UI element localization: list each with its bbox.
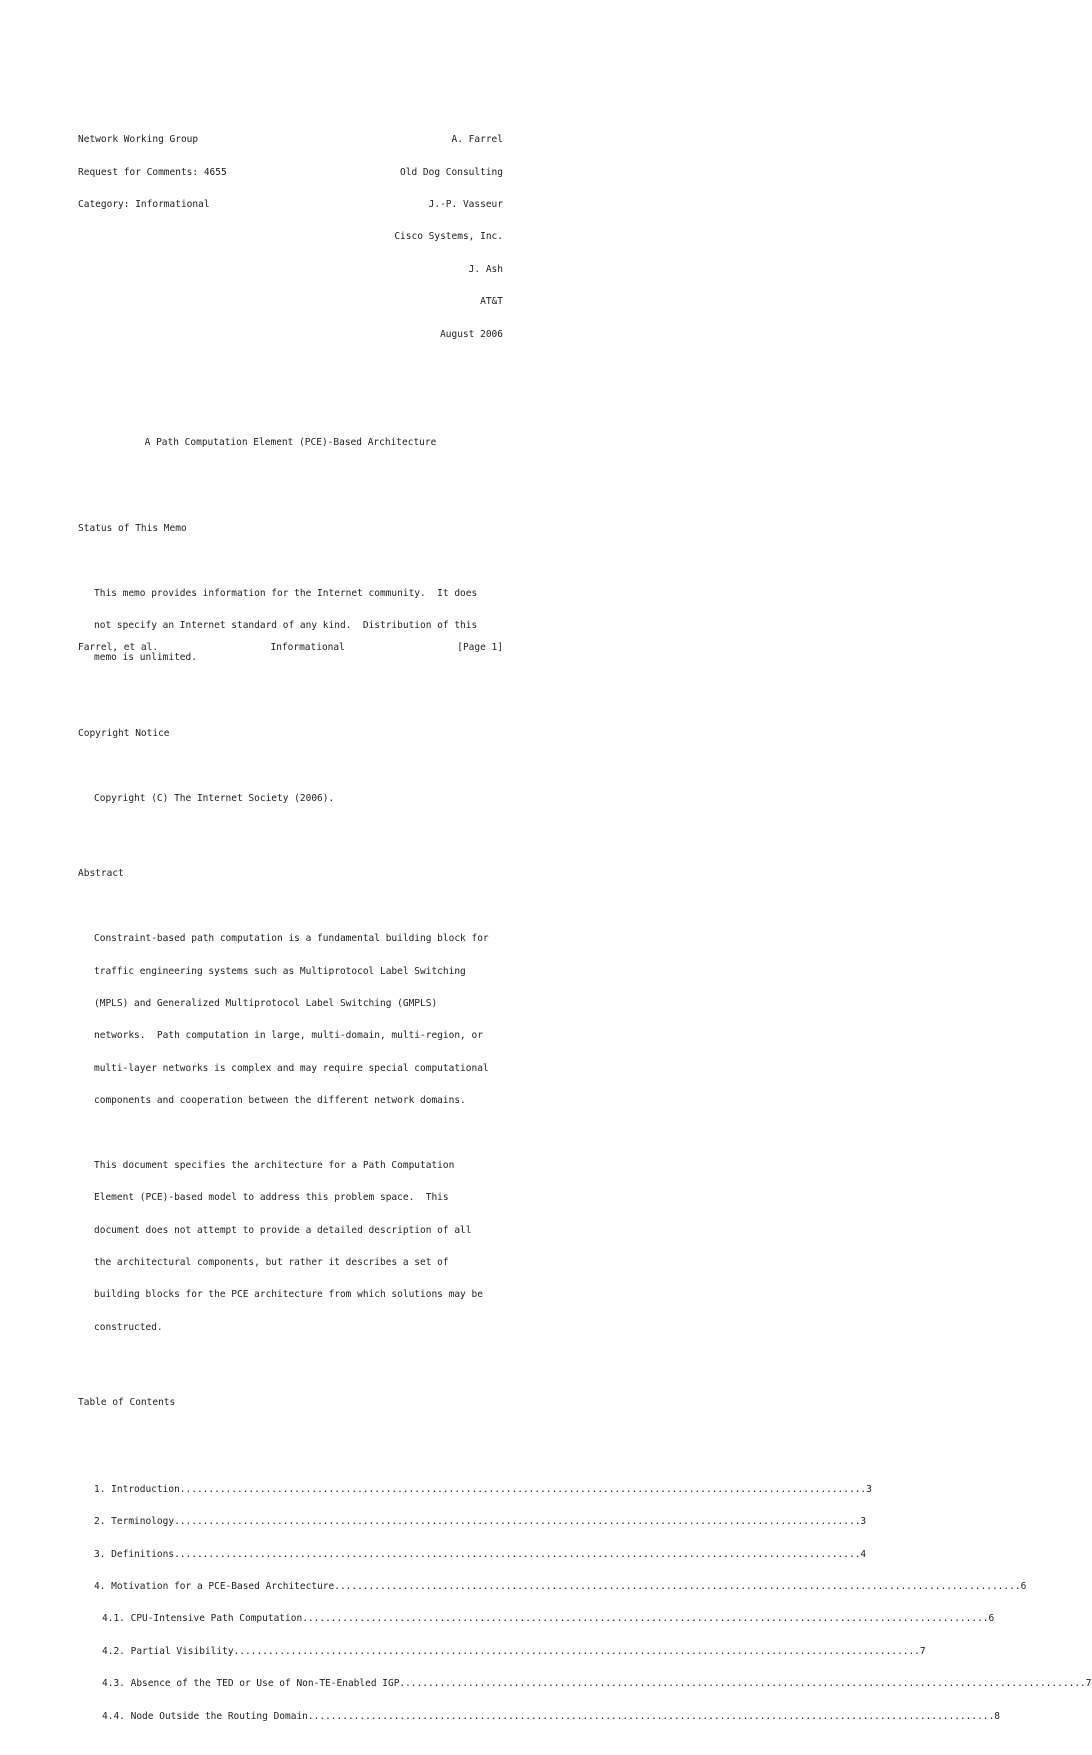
toc-entry-title: 1. Introduction: [94, 1483, 180, 1495]
toc-entry-page: 3: [860, 1516, 867, 1528]
copyright-text: Copyright (C) The Internet Society (2006).: [94, 792, 335, 804]
header-left: Request for Comments: 4655: [78, 166, 227, 178]
toc-entry-title: 4.2. Partial Visibility: [102, 1645, 234, 1657]
abstract-line: (MPLS) and Generalized Multiprotocol Label Switching (GMPLS): [94, 997, 438, 1009]
header-right: J. Ash: [468, 263, 503, 275]
toc-entry-title: 2. Terminology: [94, 1516, 175, 1528]
footer-category: Informational: [270, 642, 345, 653]
toc-entry-page: 3: [866, 1483, 872, 1495]
header-right: Cisco Systems, Inc.: [394, 231, 503, 243]
copyright-heading: Copyright Notice: [78, 728, 170, 740]
header-right: Old Dog Consulting: [400, 166, 503, 178]
status-line: not specify an Internet standard of any kind. Distribution of this: [94, 620, 478, 632]
toc-entry[interactable]: [78, 1580, 1027, 1593]
toc-entry[interactable]: [78, 1678, 1092, 1690]
header-row: [78, 330, 503, 341]
toc-entry[interactable]: [78, 1483, 872, 1496]
abstract-line: traffic engineering systems such as Multiprotocol Label Switching: [94, 965, 466, 977]
toc-entry-title: 4.3. Absence of the TED or Use of Non-TE-Enabled IGP: [102, 1678, 400, 1690]
toc-entry[interactable]: [78, 1710, 1000, 1723]
toc-entry-title: 4. Motivation for a PCE-Based Architecture: [94, 1580, 335, 1592]
toc-entry[interactable]: [78, 1516, 867, 1528]
toc-entry[interactable]: [78, 1548, 867, 1561]
toc-entry-page: 4: [860, 1548, 867, 1560]
toc-entry-title: 4.4. Node Outside the Routing Domain: [102, 1710, 308, 1722]
header-right: A. Farrel: [451, 134, 503, 146]
toc-entry[interactable]: [78, 1645, 926, 1658]
footer-authors: Farrel, et al.: [78, 642, 159, 653]
table-of-contents: [78, 1463, 1092, 1744]
header-block: [78, 114, 503, 362]
toc-entry[interactable]: [78, 1613, 995, 1625]
abstract-line: components and cooperation between the different network domains.: [94, 1095, 466, 1107]
abstract-line: This document specifies the architecture for a Path Computation: [94, 1159, 455, 1171]
header-left: Network Working Group: [78, 134, 199, 146]
abstract-line: constructed.: [94, 1321, 163, 1333]
abstract-line: Element (PCE)-based model to address this problem space. This: [94, 1192, 449, 1204]
toc-entry-page: 8: [994, 1710, 1000, 1722]
header-row: [78, 135, 503, 146]
toc-entry-page: 6: [1020, 1580, 1027, 1592]
toc-entry-page: 7: [1085, 1678, 1092, 1690]
status-line: memo is unlimited.: [94, 652, 197, 664]
header-row: [78, 297, 503, 308]
abstract-line: multi-layer networks is complex and may require special computational: [94, 1062, 489, 1074]
header-row: [78, 265, 503, 276]
abstract-line: building blocks for the PCE architecture from which solutions may be: [94, 1289, 483, 1301]
toc-entry-title: 4.1. CPU-Intensive Path Computation: [102, 1613, 303, 1625]
abstract-line: document does not attempt to provide a detailed description of all: [94, 1224, 472, 1236]
header-right: AT&T: [480, 296, 503, 308]
status-heading: Status of This Memo: [78, 522, 187, 534]
header-row: [78, 200, 503, 211]
toc-entry-page: 7: [919, 1645, 926, 1657]
abstract-line: Constraint-based path computation is a fundamental building block for: [94, 933, 489, 945]
header-right: J.-P. Vasseur: [428, 198, 503, 210]
page-footer: [78, 643, 503, 654]
header-row: [78, 168, 503, 179]
header-left: Category: Informational: [78, 198, 210, 210]
rfc-page: [78, 92, 1092, 1755]
abstract-line: the architectural components, but rather it describes a set of: [94, 1257, 449, 1269]
toc-entry-title: 3. Definitions: [94, 1548, 175, 1560]
abstract-heading: Abstract: [78, 868, 124, 880]
toc-heading: Table of Contents: [78, 1397, 176, 1409]
status-line: This memo provides information for the Internet community. It does: [94, 587, 478, 599]
abstract-line: networks. Path computation in large, multi-domain, multi-region, or: [94, 1030, 483, 1042]
footer-page-number: [Page 1]: [457, 642, 503, 653]
toc-entry-page: 6: [988, 1613, 995, 1625]
document-title: A Path Computation Element (PCE)-Based Architecture: [144, 436, 437, 448]
header-row: [78, 232, 503, 243]
header-right: August 2006: [440, 328, 503, 340]
